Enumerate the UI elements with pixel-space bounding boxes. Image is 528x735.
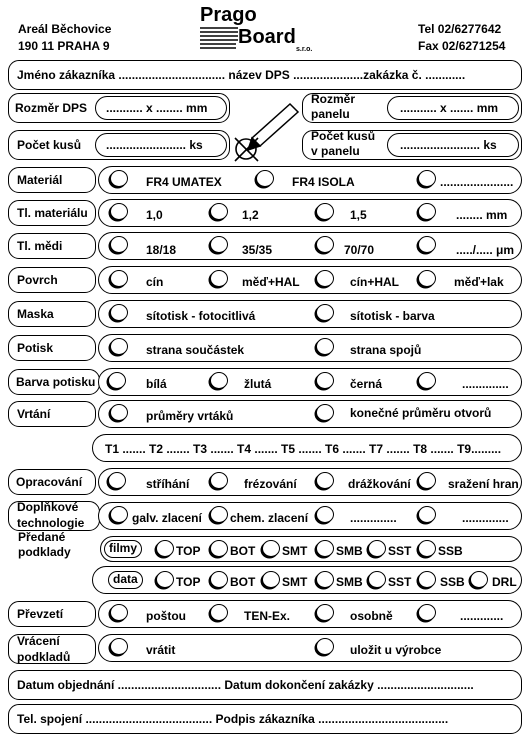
extra-tech-opt-other1: .............. xyxy=(350,511,397,525)
data-radio-drl[interactable] xyxy=(470,571,488,588)
pieces-value: ........................ ks xyxy=(106,138,203,152)
mask-label: Maska xyxy=(17,307,54,321)
data-radio-sst[interactable] xyxy=(368,571,386,588)
panel-size-label: Rozměr panelu xyxy=(311,92,356,121)
data-opt-drl: DRL xyxy=(492,575,517,589)
thickness-radio-2[interactable] xyxy=(210,203,228,220)
print-color-label-box xyxy=(8,369,100,395)
print-opt-components: strana součástek xyxy=(146,343,245,357)
extra-tech-label: Doplňkové technologie xyxy=(17,500,85,530)
machining-radio-shear[interactable] xyxy=(108,472,126,489)
thickness-opt-3: 1,5 xyxy=(350,208,367,222)
data-radio-ssb[interactable] xyxy=(418,571,436,588)
pcb-size-row xyxy=(8,93,230,123)
films-radio-sst[interactable] xyxy=(368,540,386,557)
mask-radio-photo[interactable] xyxy=(110,304,128,321)
takeover-opt-personal: osobně xyxy=(350,609,393,623)
machining-opt-shear: stříhání xyxy=(146,477,190,491)
print-color-radio-white[interactable] xyxy=(108,372,126,389)
machining-radio-groove[interactable] xyxy=(316,472,334,489)
data-opt-ssb: SSB xyxy=(440,575,465,589)
films-opt-bot: BOT xyxy=(230,544,256,558)
surface-radio-cu-hal[interactable] xyxy=(210,270,228,287)
panel-size-row xyxy=(302,93,522,123)
surface-opt-tin: cín xyxy=(146,275,164,289)
takeover-label-box xyxy=(8,601,96,627)
pieces-label: Počet kusů xyxy=(17,138,82,152)
films-opt-ssb: SSB xyxy=(438,544,463,558)
copper-opt-35: 35/35 xyxy=(242,243,273,257)
tools-line: T1 ....... T2 ....... T3 ....... T4 ....... T5 ....... T6 ....... T7 ....... T8 ....... T9......... xyxy=(105,442,502,456)
return-radio-keep[interactable] xyxy=(316,638,334,655)
takeover-radio-other[interactable] xyxy=(418,604,436,621)
panel-size-value: ........... x ....... mm xyxy=(400,101,499,115)
surface-radio-tin-hal[interactable] xyxy=(316,270,334,287)
print-color-opt-white: bílá xyxy=(146,377,167,391)
films-tag: filmy xyxy=(104,540,142,558)
extra-tech-opt-galv: galv. zlacení xyxy=(132,511,202,525)
address-line2: 190 11 PRAHA 9 xyxy=(18,39,110,53)
films-radio-smt[interactable] xyxy=(262,540,280,557)
films-opt-smt: SMT xyxy=(282,544,308,558)
order-date-row xyxy=(8,670,522,700)
films-radio-bot[interactable] xyxy=(210,540,228,557)
extra-tech-radio-other1[interactable] xyxy=(316,506,334,523)
drill-radio-final[interactable] xyxy=(316,404,334,421)
crossed-circle-icon xyxy=(232,134,262,164)
print-color-opt-yellow: žlutá xyxy=(244,377,272,391)
tel: Tel 02/6277642 xyxy=(418,22,502,36)
mask-radio-color[interactable] xyxy=(316,304,334,321)
thickness-opt-2: 1,2 xyxy=(242,208,259,222)
copper-radio-other[interactable] xyxy=(418,236,436,253)
drill-opt-bits: průměry vrtáků xyxy=(146,409,234,423)
mask-opt-photo: sítotisk - fotocitlivá xyxy=(146,309,256,323)
return-opt-back: vrátit xyxy=(146,643,176,657)
pieces-field[interactable] xyxy=(95,133,227,157)
logo-suffix: s.r.o. xyxy=(296,46,313,53)
pieces-panel-field[interactable] xyxy=(387,133,519,157)
machining-radio-bevel[interactable] xyxy=(418,472,436,489)
data-opt-top: TOP xyxy=(176,575,201,589)
material-radio-umatex[interactable] xyxy=(110,170,128,187)
machining-opt-bevel: sražení hran xyxy=(448,477,519,491)
data-radio-top[interactable] xyxy=(156,571,174,588)
pcb-size-value: ........... x ........ mm xyxy=(106,101,208,115)
thickness-radio-3[interactable] xyxy=(316,203,334,220)
tools-row[interactable] xyxy=(92,434,522,462)
address-line1: Areál Běchovice xyxy=(18,22,112,36)
takeover-opt-post: poštou xyxy=(146,609,186,623)
takeover-opt-other: ............. xyxy=(460,609,504,623)
takeover-radio-personal[interactable] xyxy=(316,604,334,621)
material-label-box xyxy=(8,167,96,193)
print-radio-solder[interactable] xyxy=(316,338,334,355)
machining-opt-mill: frézování xyxy=(244,477,297,491)
extra-tech-radio-chem[interactable] xyxy=(210,506,228,523)
extra-tech-opt-other2: .............. xyxy=(462,511,509,525)
data-opt-sst: SST xyxy=(388,575,412,589)
order-date-line[interactable]: Datum objednání ............................... Datum dokončení zakázky ............................. xyxy=(17,678,474,692)
surface-opt-tin-hal: cín+HAL xyxy=(350,275,400,289)
surface-radio-tin[interactable] xyxy=(110,270,128,287)
machining-opt-groove: drážkování xyxy=(348,477,411,491)
copper-opt-18: 18/18 xyxy=(146,243,177,257)
pcb-size-label: Rozměr DPS xyxy=(15,101,88,115)
films-radio-top[interactable] xyxy=(156,540,174,557)
thickness-opt-1: 1,0 xyxy=(146,208,163,222)
data-opt-smb: SMB xyxy=(336,575,363,589)
films-radio-ssb[interactable] xyxy=(418,540,436,557)
machining-label: Opracování xyxy=(16,475,83,489)
company-logo xyxy=(196,2,316,58)
extra-tech-radio-galv[interactable] xyxy=(110,506,128,523)
takeover-radio-ten[interactable] xyxy=(210,604,228,621)
thickness-radio-other[interactable] xyxy=(418,203,436,220)
material-opt-isola: FR4 ISOLA xyxy=(292,175,355,189)
material-opt-other: ...................... xyxy=(440,175,514,189)
takeover-radio-post[interactable] xyxy=(110,604,128,621)
data-opt-smt: SMT xyxy=(282,575,308,589)
print-color-opt-black: černá xyxy=(350,377,383,391)
print-radio-components[interactable] xyxy=(110,338,128,355)
print-color-label: Barva potisku xyxy=(16,375,96,389)
contact-line[interactable]: Tel. spojení ...................................... Podpis zákazníka ....................................... xyxy=(17,712,449,726)
print-opt-solder: strana spojů xyxy=(350,343,422,357)
films-opt-sst: SST xyxy=(388,544,412,558)
data-tag: data xyxy=(108,571,143,589)
pieces-panel-label: Počet kusů v panelu xyxy=(311,129,376,158)
drill-label-box xyxy=(8,401,96,427)
surface-opt-cu-hal: měď+HAL xyxy=(242,275,300,289)
print-color-opt-other: .............. xyxy=(462,377,509,391)
fax: Fax 02/6271254 xyxy=(418,39,506,53)
pieces-panel-value: ........................ ks xyxy=(400,138,497,152)
pieces-row xyxy=(8,130,230,160)
machining-radio-mill[interactable] xyxy=(210,472,228,489)
takeover-opt-ten: TEN-Ex. xyxy=(244,609,291,623)
customer-row xyxy=(8,60,522,90)
customer-line[interactable]: Jméno zákazníka ................................ název DPS .....................zakázka č. ............ xyxy=(17,68,466,82)
drill-label: Vrtání xyxy=(17,407,51,421)
drill-radio-bits[interactable] xyxy=(110,404,128,421)
takeover-label: Převzetí xyxy=(17,607,64,621)
copper-radio-35[interactable] xyxy=(210,236,228,253)
docs-label: Předané podklady xyxy=(18,530,71,559)
films-opt-smb: SMB xyxy=(336,544,363,558)
extra-tech-opt-chem: chem. zlacení xyxy=(230,511,309,525)
print-color-radio-yellow[interactable] xyxy=(210,372,228,389)
thickness-label-box xyxy=(8,200,96,226)
material-radio-other[interactable] xyxy=(418,170,436,187)
print-color-radio-other[interactable] xyxy=(418,372,436,389)
data-radio-smb[interactable] xyxy=(316,571,334,588)
extra-tech-radio-other2[interactable] xyxy=(418,506,436,523)
surface-radio-cu-lak[interactable] xyxy=(418,270,436,287)
copper-label-box xyxy=(8,233,96,259)
films-radio-smb[interactable] xyxy=(316,540,334,557)
return-opt-keep: uložit u výrobce xyxy=(350,643,442,657)
material-radio-isola[interactable] xyxy=(256,170,274,187)
copper-opt-70: 70/70 xyxy=(344,243,375,257)
return-label: Vrácení podkladů xyxy=(17,634,71,664)
extra-tech-label-box xyxy=(8,501,100,531)
thickness-radio-1[interactable] xyxy=(110,203,128,220)
material-opt-umatex: FR4 UMATEX xyxy=(146,175,222,189)
surface-label-box xyxy=(8,267,96,293)
data-radio-bot[interactable] xyxy=(210,571,228,588)
surface-opt-cu-lak: měď+lak xyxy=(454,275,504,289)
mask-opt-color: sítotisk - barva xyxy=(350,309,435,323)
data-opt-bot: BOT xyxy=(230,575,256,589)
pcb-size-field[interactable] xyxy=(95,96,227,120)
data-radio-smt[interactable] xyxy=(262,571,280,588)
mask-label-box xyxy=(8,301,96,327)
pieces-panel-row xyxy=(302,130,522,160)
machining-label-box xyxy=(8,469,96,495)
copper-radio-70[interactable] xyxy=(316,236,334,253)
panel-size-field[interactable] xyxy=(387,96,519,120)
print-label: Potisk xyxy=(17,341,54,355)
print-color-radio-black[interactable] xyxy=(316,372,334,389)
contact-row xyxy=(8,704,522,734)
surface-label: Povrch xyxy=(17,273,58,287)
drill-opt-final: konečné průměru otvorů xyxy=(350,406,492,420)
material-label: Materiál xyxy=(17,173,63,187)
copper-opt-other: ...../..... μm xyxy=(456,243,515,257)
logo-prago: Prago xyxy=(200,4,257,26)
thickness-opt-other: ........ mm xyxy=(456,208,508,222)
print-label-box xyxy=(8,335,96,361)
copper-radio-18[interactable] xyxy=(110,236,128,253)
logo-board: Board xyxy=(238,26,296,48)
films-opt-top: TOP xyxy=(176,544,201,558)
thickness-label: Tl. materiálu xyxy=(17,206,88,220)
return-label-box xyxy=(8,634,96,664)
return-radio-back[interactable] xyxy=(110,638,128,655)
copper-label: Tl. mědi xyxy=(17,239,63,253)
